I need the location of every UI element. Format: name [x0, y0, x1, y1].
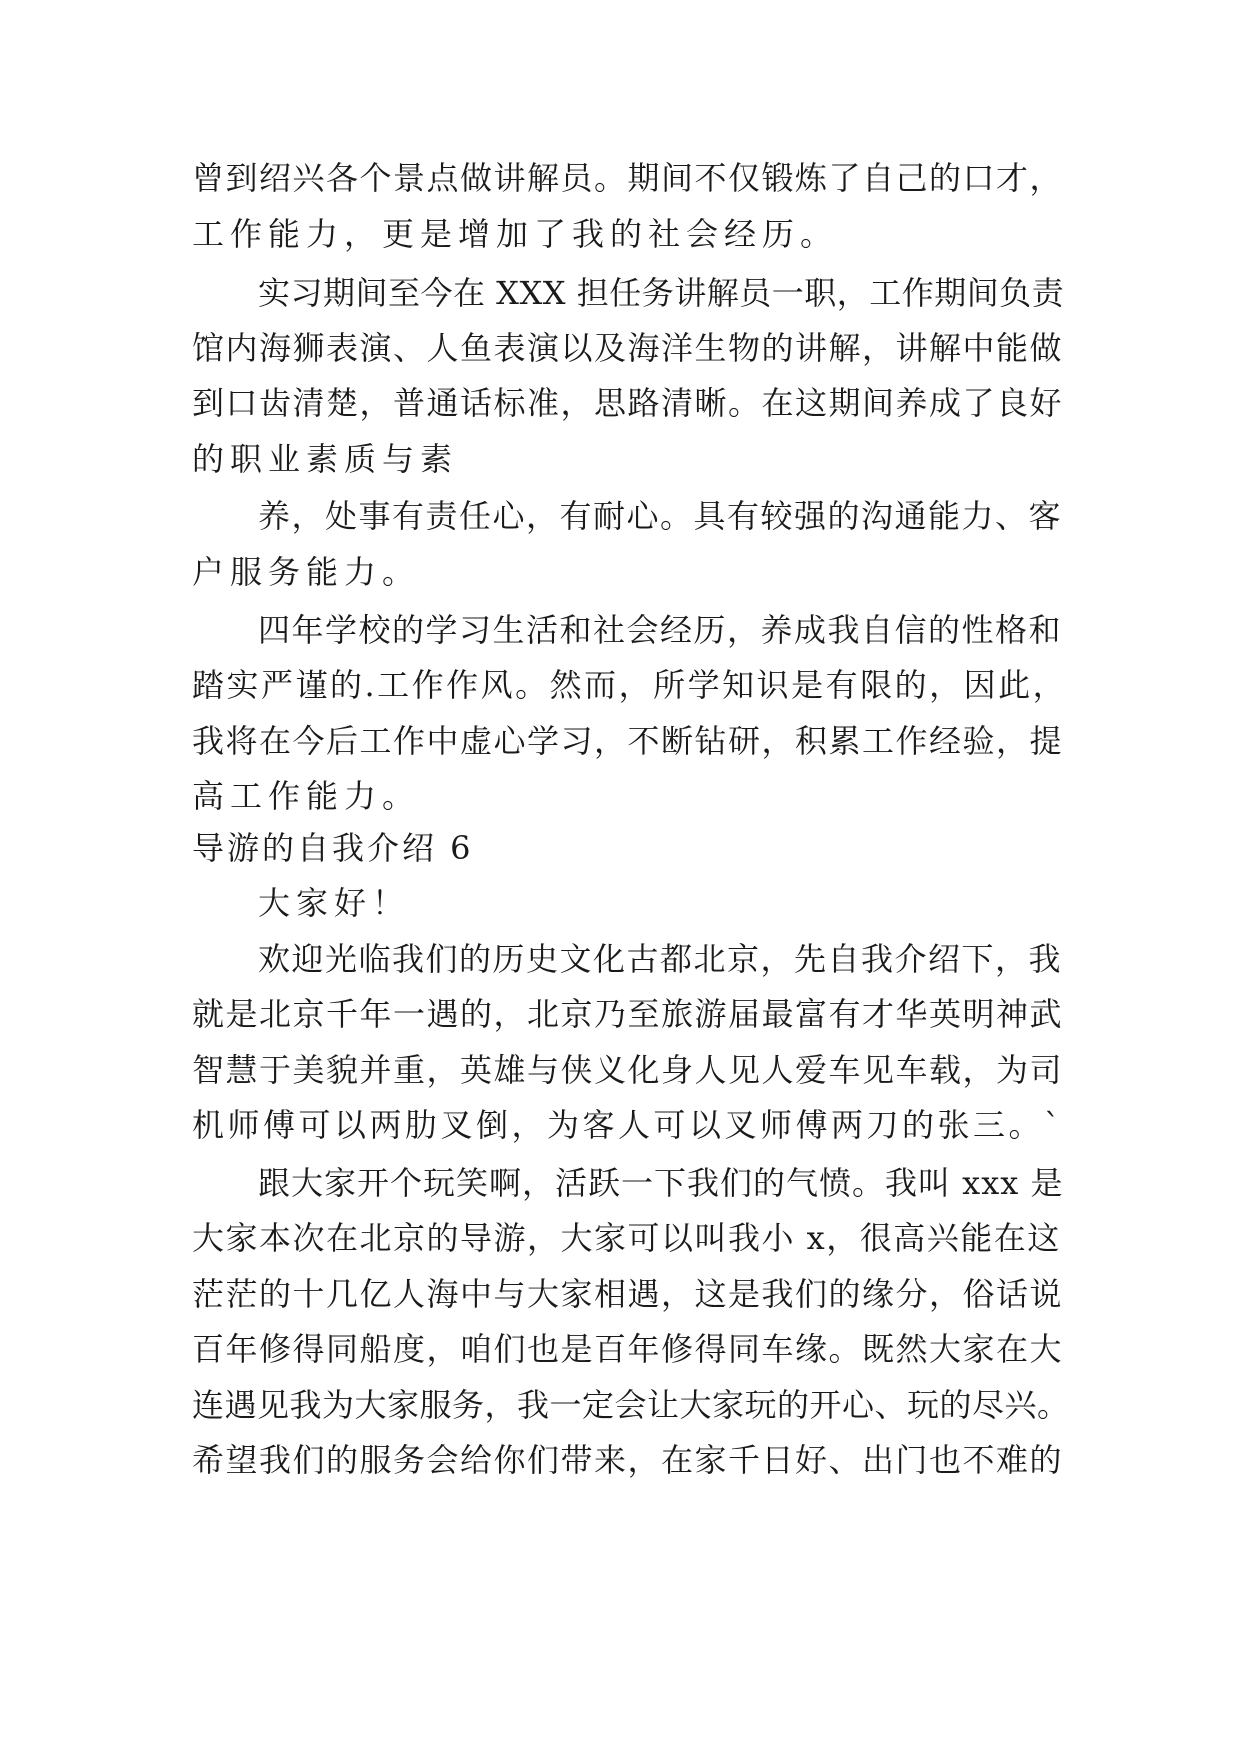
paragraph-line: 跟大家开个玩笑啊，活跃一下我们的气愤。我叫 xxx 是 — [258, 1164, 1064, 1202]
paragraph-line: 踏实严谨的.工作作风。然而，所学知识是有限的，因此， — [192, 666, 1068, 704]
paragraph-line: 茫茫的十几亿人海中与大家相遇，这是我们的缘分，俗话说 — [192, 1275, 1064, 1313]
paragraph-line: 希望我们的服务会给你们带来，在家千日好、出门也不难的 — [192, 1441, 1064, 1479]
section-heading: 导游的自我介绍 6 — [192, 829, 474, 867]
greeting-line: 大家好！ — [258, 884, 411, 922]
paragraph-line: 四年学校的学习生活和社会经历，养成我自信的性格和 — [258, 611, 1063, 649]
paragraph-line: 智慧于美貌并重，英雄与侠义化身人见人爱车见车载，为司 — [192, 1051, 1064, 1089]
paragraph-line: 大家本次在北京的导游，大家可以叫我小 x，很高兴能在这 — [192, 1219, 1061, 1257]
paragraph-line: 连遇见我为大家服务，我一定会让大家玩的开心、玩的尽兴。 — [192, 1386, 1070, 1424]
paragraph-line: 工作能力，更是增加了我的社会经历。 — [192, 215, 839, 253]
paragraph-line: 就是北京千年一遇的，北京乃至旅游届最富有才华英明神武 — [192, 995, 1064, 1033]
paragraph-line: 养，处事有责任心，有耐心。具有较强的沟通能力、客 — [258, 497, 1063, 535]
paragraph-line: 机师傅可以两肋叉倒，为客人可以叉师傅两刀的张三。` — [192, 1106, 1064, 1144]
paragraph-line: 实习期间至今在 XXX 担任务讲解员一职，工作期间负责 — [258, 274, 1065, 312]
paragraph-line: 我将在今后工作中虚心学习，不断钻研，积累工作经验，提 — [192, 722, 1064, 760]
paragraph-line: 曾到绍兴各个景点做讲解员。期间不仅锻炼了自己的口才， — [192, 159, 1064, 197]
paragraph-line: 馆内海狮表演、人鱼表演以及海洋生物的讲解，讲解中能做 — [192, 329, 1064, 367]
paragraph-line: 到口齿清楚，普通话标准，思路清晰。在这期间养成了良好 — [192, 384, 1064, 422]
paragraph-line: 欢迎光临我们的历史文化古都北京，先自我介绍下，我 — [258, 940, 1063, 978]
paragraph-line: 高工作能力。 — [192, 777, 421, 815]
paragraph-line: 户服务能力。 — [192, 553, 421, 591]
paragraph-line: 的职业素质与素 — [192, 440, 459, 478]
paragraph-line: 百年修得同船度，咱们也是百年修得同车缘。既然大家在大 — [192, 1330, 1064, 1368]
